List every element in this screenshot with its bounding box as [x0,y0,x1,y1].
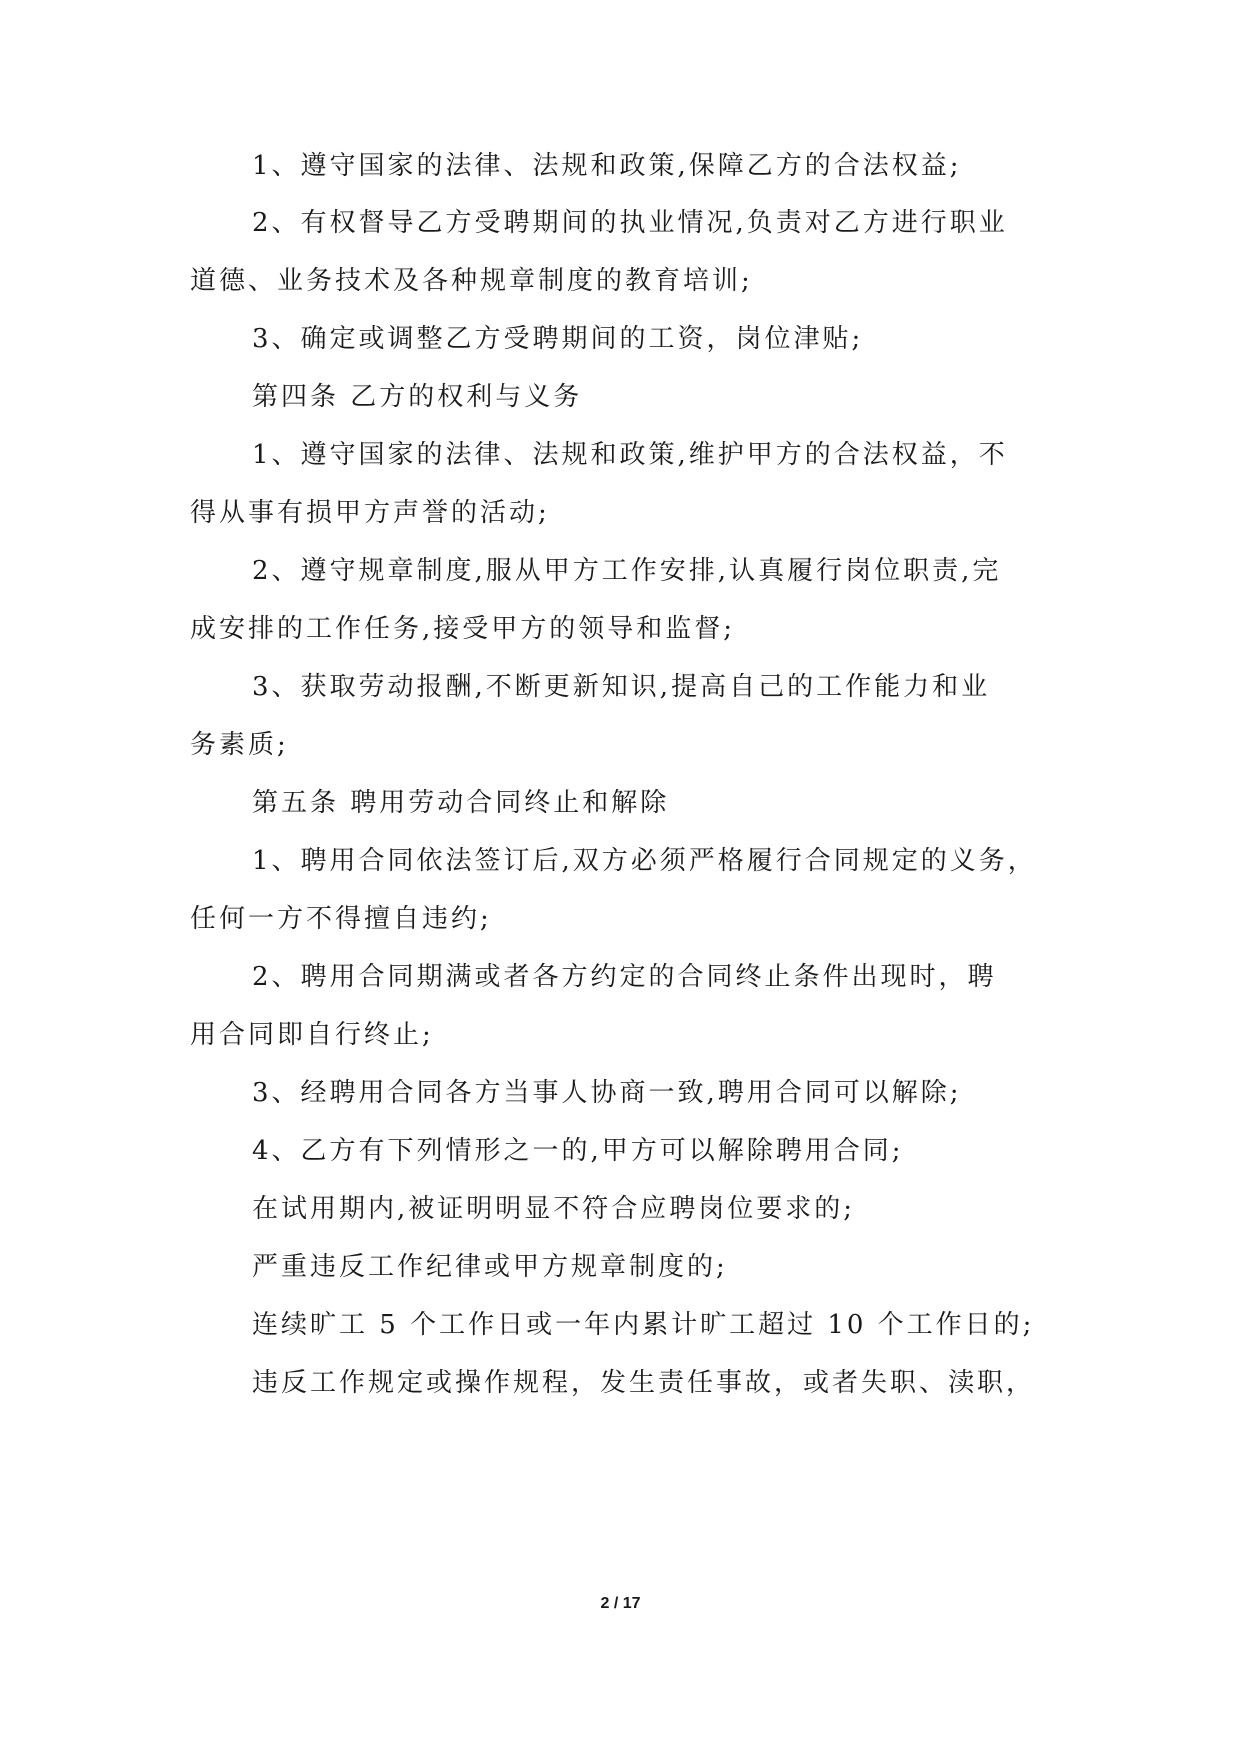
paragraph-line: 1、遵守国家的法律、法规和政策,保障乙方的合法权益; [252,151,962,181]
paragraph-line: 务素质; [190,730,289,760]
paragraph-line: 3、经聘用合同各方当事人协商一致,聘用合同可以解除; [252,1078,962,1108]
section-heading: 第五条 聘用劳动合同终止和解除 [252,788,670,818]
list-item: 连续旷工 5 个工作日或一年内累计旷工超过 10 个工作日的; [252,1310,1035,1340]
section-heading: 第四条 乙方的权利与义务 [252,382,583,412]
paragraph-line: 用合同即自行终止; [190,1020,434,1050]
paragraph-line: 任何一方不得擅自违约; [190,904,492,934]
paragraph-line: 成安排的工作任务,接受甲方的领导和监督; [190,614,736,644]
paragraph-line: 1、遵守国家的法律、法规和政策,维护甲方的合法权益，不 [252,440,1008,470]
paragraph-line: 2、遵守规章制度,服从甲方工作安排,认真履行岗位职责,完 [252,556,1002,586]
page-number: 2 / 17 [600,1595,641,1612]
paragraph-line: 4、乙方有下列情形之一的,甲方可以解除聘用合同; [252,1136,904,1166]
list-item: 违反工作规定或操作规程，发生责任事故，或者失职、渎职， [252,1368,1036,1398]
paragraph-line: 1、聘用合同依法签订后,双方必须严格履行合同规定的义务， [252,846,1037,876]
list-item: 在试用期内,被证明明显不符合应聘岗位要求的; [252,1194,856,1224]
paragraph-line: 3、获取劳动报酬,不断更新知识,提高自己的工作能力和业 [252,672,991,702]
paragraph-line: 2、有权督导乙方受聘期间的执业情况,负责对乙方进行职业 [252,208,1008,238]
list-item: 严重违反工作纪律或甲方规章制度的; [252,1252,728,1282]
paragraph-line: 2、聘用合同期满或者各方约定的合同终止条件出现时，聘 [252,962,997,992]
paragraph-line: 3、确定或调整乙方受聘期间的工资，岗位津贴; [252,324,864,354]
paragraph-line: 得从事有损甲方声誉的活动; [190,498,550,528]
paragraph-line: 道德、业务技术及各种规章制度的教育培训; [190,266,753,296]
